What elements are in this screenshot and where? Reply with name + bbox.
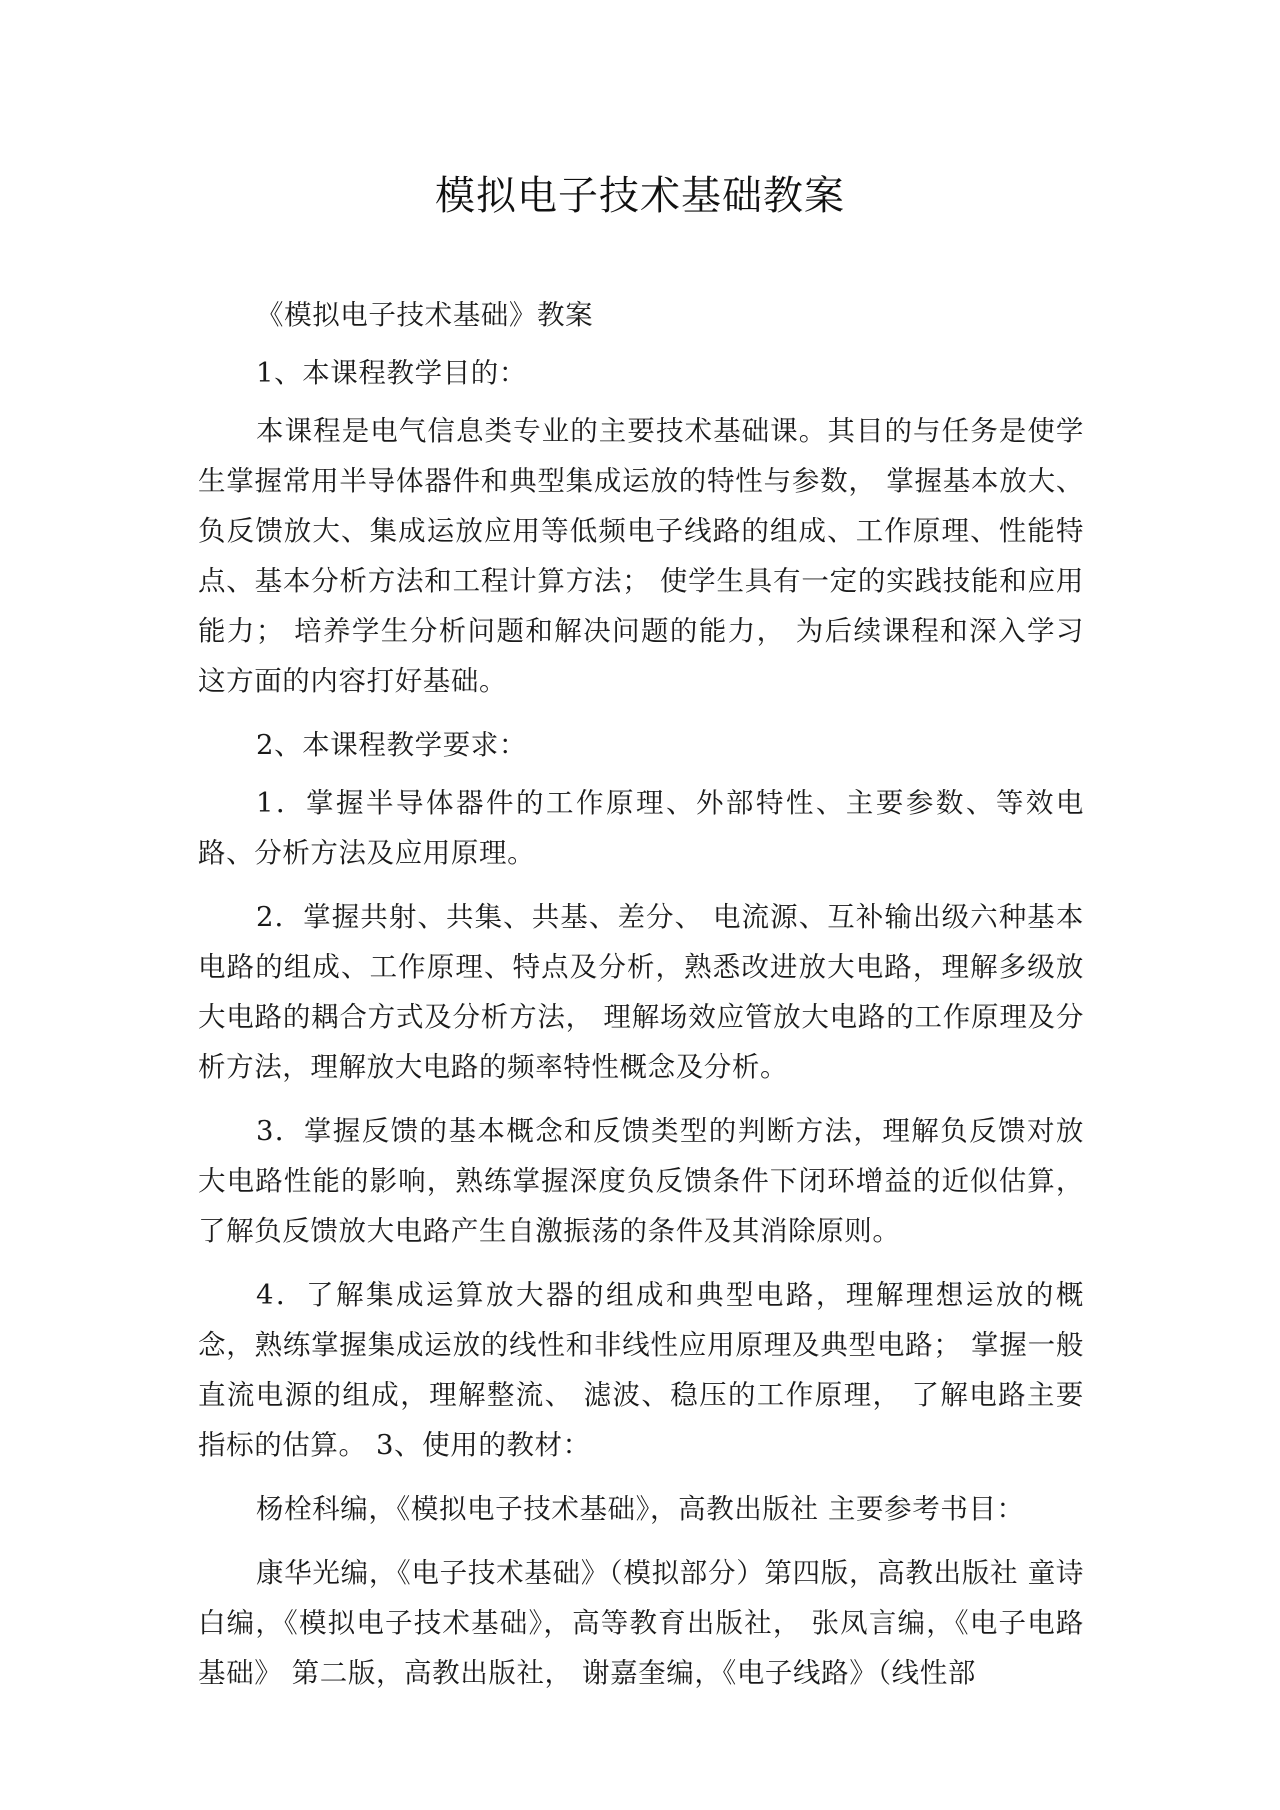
paragraph-heading-textbook-title: 《模拟电子技术基础》教案 <box>256 299 594 331</box>
document-title: 模拟电子技术基础教案 <box>435 173 845 219</box>
paragraph-references: 康华光编，《电子技术基础》（模拟部分）第四版，高教出版社 童诗白编，《模拟电子技术基础》，高等教育出版社， 张凤言编，《电子电路基础》 第二版，高教出版社， 谢嘉奎编，《电子线路》（线性部 <box>198 1557 1084 1689</box>
paragraph-requirement-2: 2．掌握共射、共集、共基、差分、 电流源、互补输出级六种基本电路的组成、工作原理、特点及分析，熟悉改进放大电路，理解多级放大电路的耦合方式及分析方法， 理解场效应管放大电路的工作原理及分析方法，理解放大电路的频率特性概念及分析。 <box>198 901 1084 1083</box>
paragraph-requirement-4: 4．了解集成运算放大器的组成和典型电路，理解理想运放的概念，熟练掌握集成运放的线性和非线性应用原理及典型电路； 掌握一般直流电源的组成，理解整流、 滤波、稳压的工作原理， 了解电路主要指标的估算。 3、使用的教材： <box>198 1279 1084 1461</box>
paragraph-section-1-heading: 1、本课程教学目的： <box>256 357 527 389</box>
paragraph-course-purpose: 本课程是电气信息类专业的主要技术基础课。其目的与任务是使学生掌握常用半导体器件和典型集成运放的特性与参数， 掌握基本放大、负反馈放大、集成运放应用等低频电子线路的组成、工作原理、性能特点、基本分析方法和工程计算方法； 使学生具有一定的实践技能和应用能力； 培养学生分析问题和解决问题的能力， 为后续课程和深入学习这方面的内容打好基础。 <box>198 415 1084 697</box>
paragraph-requirement-3: 3．掌握反馈的基本概念和反馈类型的判断方法，理解负反馈对放大电路性能的影响，熟练掌握深度负反馈条件下闭环增益的近似估算， 了解负反馈放大电路产生自激振荡的条件及其消除原则。 <box>198 1115 1084 1247</box>
document-body <box>198 290 1084 1706</box>
paragraph-textbook: 杨栓科编，《模拟电子技术基础》，高教出版社 主要参考书目： <box>256 1493 1025 1525</box>
paragraph-section-2-heading: 2、本课程教学要求： <box>256 729 527 761</box>
paragraph-requirement-1: 1．掌握半导体器件的工作原理、外部特性、主要参数、等效电路、分析方法及应用原理。 <box>198 787 1084 869</box>
